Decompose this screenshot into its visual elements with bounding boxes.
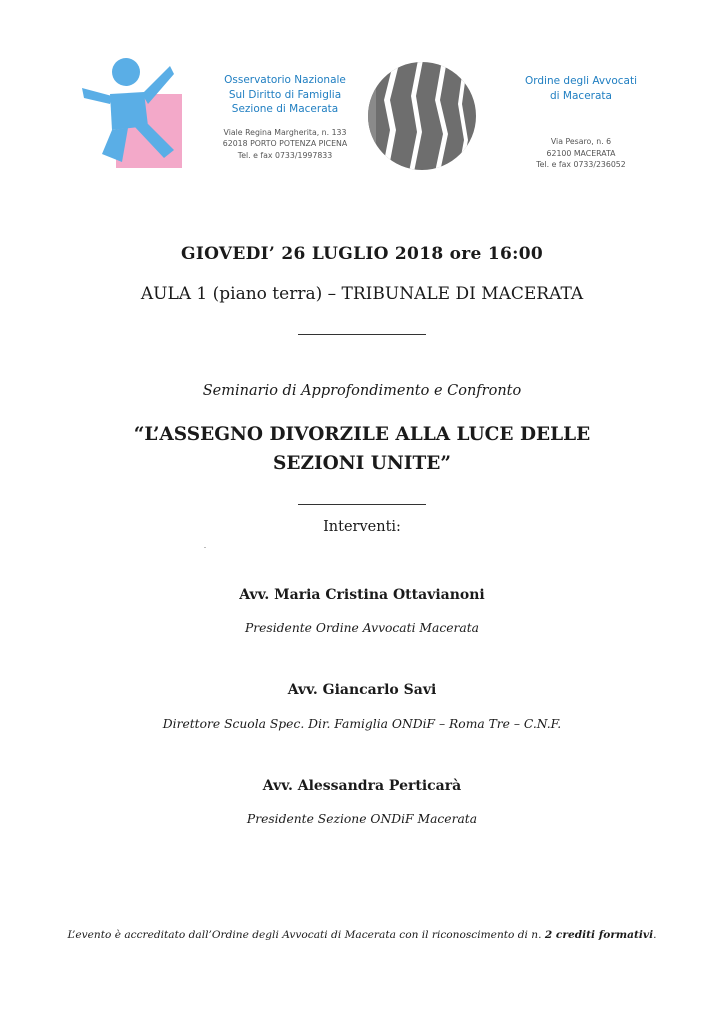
event-subtitle: Seminario di Approfondimento e Confronto	[202, 383, 522, 399]
event-title: “L’ASSEGNO DIVORZILE ALLA LUCE DELLE SEZIONI UNITE”	[133, 424, 591, 474]
speaker-name: Avv. Alessandra Perticarà	[262, 778, 462, 794]
speaker-role: Presidente Ordine Avvocati Macerata	[245, 621, 479, 635]
speaker-role: Direttore Scuola Spec. Dir. Famiglia ONDiF – Roma Tre – C.N.F.	[162, 717, 562, 731]
interventi-heading: Interventi:	[323, 519, 401, 535]
bar-association-block	[514, 74, 648, 171]
ondif-address: Viale Regina Margherita, n. 133 62018 PORTO POTENZA PICENA Tel. e fax 0733/1997833	[222, 127, 348, 160]
ondif-section-block	[212, 73, 358, 161]
divider	[298, 334, 426, 335]
speaker-role: Presidente Sezione ONDiF Macerata	[246, 812, 478, 826]
ondif-child-logo	[82, 58, 186, 170]
ondif-name: Osservatorio Nazionale Sul Diritto di Famiglia Sezione di Macerata	[224, 74, 346, 115]
speaker-name: Avv. Maria Cristina Ottavianoni	[239, 587, 485, 603]
bar-association-logo	[366, 60, 478, 172]
credits-count: 2 crediti formativi	[544, 929, 654, 941]
speaker-name: Avv. Giancarlo Savi	[287, 682, 437, 698]
accreditation-note: L’evento è accreditato dall’Ordine degli Avvocati di Macerata con il riconoscimento di n. 2 crediti formativi.	[67, 929, 657, 941]
event-date: GIOVEDI’ 26 LUGLIO 2018 ore 16:00	[181, 244, 543, 264]
scan-speck	[204, 547, 206, 548]
bar-association-name: Ordine degli Avvocati di Macerata	[524, 75, 638, 102]
event-venue: AULA 1 (piano terra) – TRIBUNALE DI MACERATA	[140, 284, 584, 304]
bar-association-address: Via Pesaro, n. 6 62100 MACERATA Tel. e fax 0733/236052	[536, 137, 626, 169]
divider	[298, 504, 426, 505]
